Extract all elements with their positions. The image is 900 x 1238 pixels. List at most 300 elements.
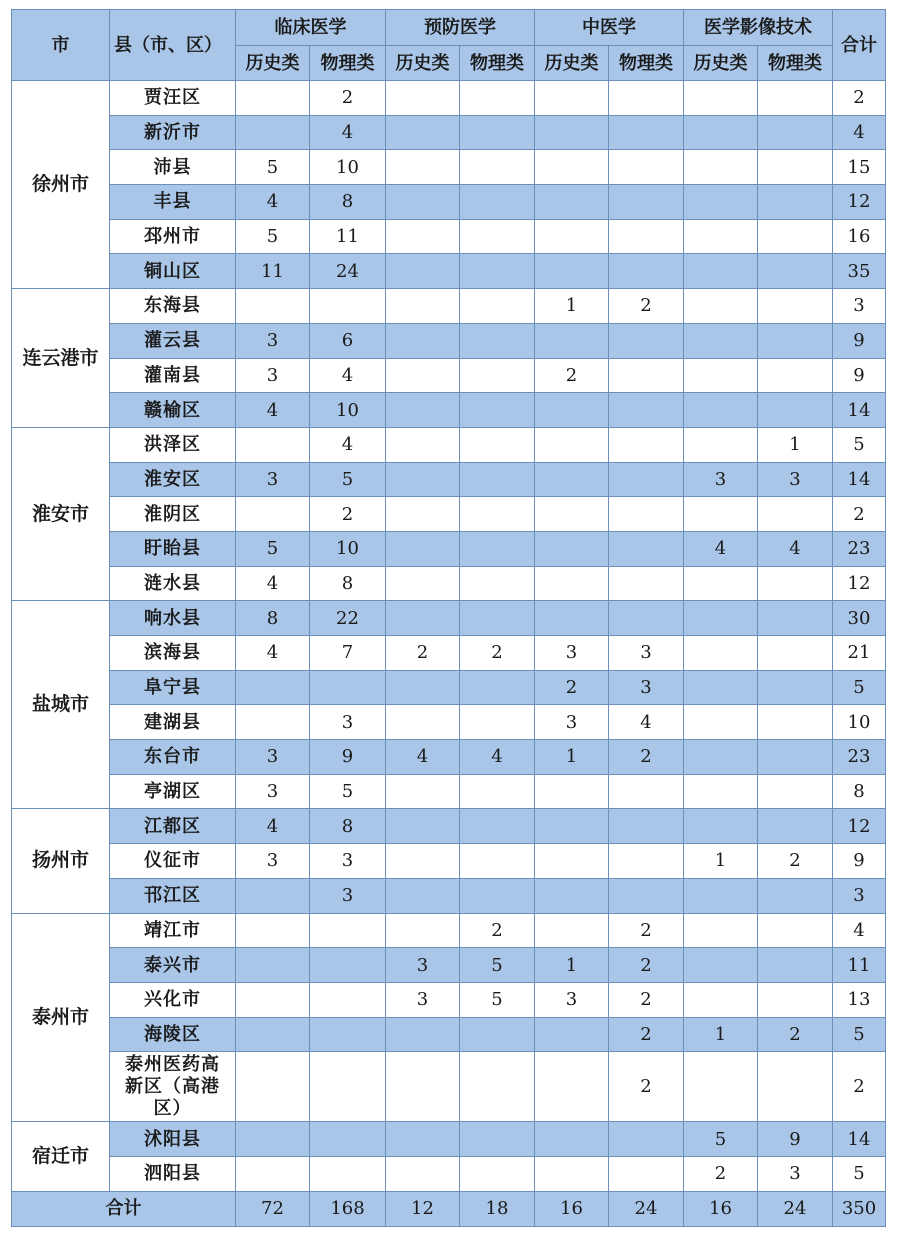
table-row (12, 566, 886, 601)
value-cell (386, 774, 460, 809)
value-cell (460, 462, 535, 497)
table-row (12, 809, 886, 844)
table-row (12, 289, 886, 324)
value-cell (758, 566, 833, 601)
row-total: 2 (833, 497, 886, 532)
value-cell (535, 219, 609, 254)
value-cell (609, 150, 684, 185)
row-total: 12 (833, 809, 886, 844)
value-cell (460, 150, 535, 185)
value-cell (460, 393, 535, 428)
value-cell (758, 705, 833, 740)
row-total: 12 (833, 566, 886, 601)
value-cell: 4 (310, 427, 386, 462)
value-cell: 3 (236, 774, 310, 809)
value-cell (535, 185, 609, 220)
row-total: 14 (833, 462, 886, 497)
value-cell (609, 497, 684, 532)
value-cell: 10 (310, 393, 386, 428)
value-cell: 5 (310, 774, 386, 809)
value-cell: 22 (310, 601, 386, 636)
row-total: 5 (833, 670, 886, 705)
value-cell: 24 (310, 254, 386, 289)
value-cell (758, 982, 833, 1017)
value-cell: 3 (236, 358, 310, 393)
value-cell (236, 1017, 310, 1052)
header-group-preventive: 预防医学 (386, 10, 535, 46)
value-cell (386, 427, 460, 462)
value-cell: 4 (236, 636, 310, 671)
value-cell (535, 1017, 609, 1052)
county-name: 赣榆区 (110, 393, 236, 428)
row-total: 21 (833, 636, 886, 671)
row-total: 23 (833, 740, 886, 775)
table-row (12, 358, 886, 393)
value-cell (310, 913, 386, 948)
county-name: 涟水县 (110, 566, 236, 601)
county-name: 海陵区 (110, 1017, 236, 1052)
value-cell (310, 289, 386, 324)
value-cell: 2 (609, 1052, 684, 1122)
table-row (12, 844, 886, 879)
value-cell (236, 1122, 310, 1157)
value-cell (684, 601, 758, 636)
city-name: 淮安市 (12, 427, 110, 600)
value-cell: 2 (609, 289, 684, 324)
value-cell (609, 566, 684, 601)
value-cell: 3 (236, 462, 310, 497)
value-cell (609, 219, 684, 254)
value-cell: 8 (310, 566, 386, 601)
header-county: 县（市、区） (110, 10, 236, 81)
value-cell (386, 1122, 460, 1157)
row-total: 9 (833, 844, 886, 879)
header-total: 合计 (833, 10, 886, 81)
value-cell (460, 705, 535, 740)
value-cell: 11 (236, 254, 310, 289)
row-total: 9 (833, 323, 886, 358)
table-row (12, 1122, 886, 1157)
grand-total-sum: 350 (833, 1191, 886, 1226)
county-name: 泗阳县 (110, 1156, 236, 1191)
header-sub: 历史类 (684, 46, 758, 81)
value-cell (535, 393, 609, 428)
value-cell: 2 (609, 740, 684, 775)
value-cell: 4 (310, 358, 386, 393)
value-cell (684, 254, 758, 289)
value-cell (386, 670, 460, 705)
county-name: 东台市 (110, 740, 236, 775)
table-row (12, 497, 886, 532)
value-cell (758, 289, 833, 324)
value-cell (758, 219, 833, 254)
value-cell: 3 (758, 1156, 833, 1191)
value-cell: 1 (758, 427, 833, 462)
value-cell (310, 1052, 386, 1122)
county-name: 淮安区 (110, 462, 236, 497)
value-cell (684, 497, 758, 532)
value-cell (310, 1122, 386, 1157)
table-row (12, 462, 886, 497)
value-cell (386, 531, 460, 566)
value-cell (386, 289, 460, 324)
value-cell (684, 948, 758, 983)
value-cell: 3 (609, 636, 684, 671)
value-cell (236, 115, 310, 150)
county-name: 阜宁县 (110, 670, 236, 705)
row-total: 3 (833, 289, 886, 324)
value-cell (535, 1156, 609, 1191)
value-cell: 5 (236, 219, 310, 254)
value-cell (609, 115, 684, 150)
value-cell (386, 254, 460, 289)
city-name: 宿迁市 (12, 1122, 110, 1191)
value-cell (310, 982, 386, 1017)
value-cell: 1 (684, 1017, 758, 1052)
grand-total-cell: 16 (684, 1191, 758, 1226)
county-name: 盱眙县 (110, 531, 236, 566)
value-cell (758, 185, 833, 220)
value-cell (386, 1052, 460, 1122)
row-total: 15 (833, 150, 886, 185)
value-cell: 4 (758, 531, 833, 566)
row-total: 13 (833, 982, 886, 1017)
value-cell (758, 323, 833, 358)
county-name: 洪泽区 (110, 427, 236, 462)
value-cell: 11 (310, 219, 386, 254)
value-cell (535, 601, 609, 636)
value-cell (460, 601, 535, 636)
value-cell: 1 (535, 289, 609, 324)
value-cell (684, 636, 758, 671)
value-cell (535, 566, 609, 601)
county-name: 丰县 (110, 185, 236, 220)
table-row (12, 705, 886, 740)
value-cell (386, 844, 460, 879)
value-cell (609, 878, 684, 913)
value-cell: 7 (310, 636, 386, 671)
value-cell (460, 185, 535, 220)
value-cell (758, 878, 833, 913)
value-cell (535, 1052, 609, 1122)
value-cell (684, 289, 758, 324)
table-row (12, 1017, 886, 1052)
value-cell (758, 81, 833, 116)
value-cell (684, 81, 758, 116)
value-cell (684, 219, 758, 254)
header-sub: 历史类 (236, 46, 310, 81)
row-total: 3 (833, 878, 886, 913)
county-name: 沭阳县 (110, 1122, 236, 1157)
value-cell (386, 462, 460, 497)
value-cell (386, 878, 460, 913)
row-total: 8 (833, 774, 886, 809)
county-name: 贾汪区 (110, 81, 236, 116)
value-cell (460, 1156, 535, 1191)
value-cell (684, 878, 758, 913)
value-cell (386, 393, 460, 428)
value-cell (684, 393, 758, 428)
value-cell (609, 358, 684, 393)
value-cell (386, 323, 460, 358)
county-name: 新沂市 (110, 115, 236, 150)
grand-total-cell: 72 (236, 1191, 310, 1226)
county-name: 滨海县 (110, 636, 236, 671)
header-sub: 历史类 (386, 46, 460, 81)
table-row (12, 1156, 886, 1191)
table-row (12, 913, 886, 948)
value-cell (758, 150, 833, 185)
value-cell (609, 1122, 684, 1157)
value-cell (535, 254, 609, 289)
value-cell: 3 (310, 878, 386, 913)
value-cell (535, 878, 609, 913)
table-row (12, 185, 886, 220)
value-cell: 1 (535, 948, 609, 983)
value-cell (758, 1052, 833, 1122)
value-cell (535, 115, 609, 150)
value-cell (386, 1017, 460, 1052)
value-cell: 3 (386, 982, 460, 1017)
value-cell: 3 (609, 670, 684, 705)
value-cell: 9 (310, 740, 386, 775)
county-name: 仪征市 (110, 844, 236, 879)
table-row (12, 878, 886, 913)
value-cell: 3 (684, 462, 758, 497)
value-cell (460, 844, 535, 879)
table-row (12, 1052, 886, 1122)
row-total: 4 (833, 115, 886, 150)
value-cell (460, 254, 535, 289)
value-cell: 10 (310, 150, 386, 185)
county-name: 邳州市 (110, 219, 236, 254)
value-cell: 5 (236, 531, 310, 566)
value-cell (609, 185, 684, 220)
value-cell: 3 (535, 982, 609, 1017)
value-cell (236, 982, 310, 1017)
table-row (12, 427, 886, 462)
value-cell (535, 150, 609, 185)
header-group-tcm: 中医学 (535, 10, 684, 46)
value-cell (236, 913, 310, 948)
value-cell (236, 427, 310, 462)
value-cell (758, 254, 833, 289)
value-cell (535, 774, 609, 809)
county-name: 泰兴市 (110, 948, 236, 983)
value-cell (460, 878, 535, 913)
value-cell: 4 (460, 740, 535, 775)
row-total: 9 (833, 358, 886, 393)
value-cell: 3 (310, 705, 386, 740)
value-cell: 3 (236, 844, 310, 879)
value-cell: 3 (236, 323, 310, 358)
value-cell (310, 1017, 386, 1052)
value-cell: 5 (684, 1122, 758, 1157)
value-cell: 2 (609, 1017, 684, 1052)
value-cell: 4 (236, 809, 310, 844)
value-cell: 4 (609, 705, 684, 740)
county-name: 建湖县 (110, 705, 236, 740)
value-cell (386, 358, 460, 393)
value-cell: 5 (236, 150, 310, 185)
value-cell (758, 774, 833, 809)
value-cell (386, 81, 460, 116)
value-cell (609, 531, 684, 566)
value-cell: 2 (609, 913, 684, 948)
value-cell (684, 185, 758, 220)
value-cell (609, 1156, 684, 1191)
city-name: 徐州市 (12, 81, 110, 289)
value-cell (758, 393, 833, 428)
value-cell (758, 497, 833, 532)
header-sub: 历史类 (535, 46, 609, 81)
value-cell (684, 566, 758, 601)
county-name: 东海县 (110, 289, 236, 324)
county-name: 沛县 (110, 150, 236, 185)
value-cell (684, 115, 758, 150)
county-name: 亭湖区 (110, 774, 236, 809)
table-row (12, 393, 886, 428)
row-total: 5 (833, 1156, 886, 1191)
value-cell (535, 81, 609, 116)
header-sub: 物理类 (460, 46, 535, 81)
row-total: 14 (833, 393, 886, 428)
value-cell (386, 705, 460, 740)
row-total: 5 (833, 1017, 886, 1052)
value-cell (386, 219, 460, 254)
value-cell (460, 219, 535, 254)
table-row (12, 601, 886, 636)
value-cell (758, 636, 833, 671)
value-cell (386, 497, 460, 532)
county-name: 灌南县 (110, 358, 236, 393)
county-name: 邗江区 (110, 878, 236, 913)
grand-total-cell: 168 (310, 1191, 386, 1226)
value-cell: 4 (310, 115, 386, 150)
value-cell (236, 705, 310, 740)
value-cell: 1 (684, 844, 758, 879)
table-row (12, 323, 886, 358)
value-cell (236, 878, 310, 913)
value-cell (684, 982, 758, 1017)
value-cell (684, 809, 758, 844)
county-name: 铜山区 (110, 254, 236, 289)
value-cell: 3 (758, 462, 833, 497)
city-name: 泰州市 (12, 913, 110, 1122)
value-cell: 10 (310, 531, 386, 566)
value-cell (609, 774, 684, 809)
value-cell (386, 150, 460, 185)
value-cell: 3 (310, 844, 386, 879)
value-cell (386, 185, 460, 220)
value-cell (460, 531, 535, 566)
value-cell (460, 427, 535, 462)
value-cell (460, 1052, 535, 1122)
value-cell (386, 809, 460, 844)
table-row (12, 219, 886, 254)
value-cell (535, 497, 609, 532)
value-cell: 2 (758, 844, 833, 879)
value-cell: 2 (684, 1156, 758, 1191)
value-cell (386, 566, 460, 601)
grand-total-cell: 16 (535, 1191, 609, 1226)
value-cell (460, 358, 535, 393)
row-total: 35 (833, 254, 886, 289)
value-cell: 9 (758, 1122, 833, 1157)
value-cell: 4 (236, 566, 310, 601)
value-cell (535, 844, 609, 879)
grand-total-cell: 18 (460, 1191, 535, 1226)
value-cell (535, 427, 609, 462)
table-row (12, 81, 886, 116)
value-cell (609, 601, 684, 636)
header-sub: 物理类 (758, 46, 833, 81)
value-cell: 2 (386, 636, 460, 671)
row-total: 14 (833, 1122, 886, 1157)
allocation-table-wrap (11, 9, 886, 1227)
value-cell (609, 844, 684, 879)
table-row (12, 740, 886, 775)
value-cell (609, 427, 684, 462)
value-cell (236, 1156, 310, 1191)
county-name: 淮阴区 (110, 497, 236, 532)
value-cell (535, 462, 609, 497)
value-cell (386, 913, 460, 948)
value-cell (460, 289, 535, 324)
header-group-imaging: 医学影像技术 (684, 10, 833, 46)
value-cell (609, 462, 684, 497)
value-cell (758, 670, 833, 705)
value-cell: 8 (310, 185, 386, 220)
table-row (12, 948, 886, 983)
value-cell (236, 289, 310, 324)
value-cell (609, 809, 684, 844)
row-total: 11 (833, 948, 886, 983)
county-name: 响水县 (110, 601, 236, 636)
value-cell: 2 (535, 670, 609, 705)
table-row (12, 254, 886, 289)
value-cell (460, 115, 535, 150)
value-cell: 2 (535, 358, 609, 393)
value-cell: 5 (310, 462, 386, 497)
value-cell: 2 (609, 982, 684, 1017)
value-cell: 2 (310, 497, 386, 532)
value-cell (236, 670, 310, 705)
row-total: 2 (833, 1052, 886, 1122)
header-sub: 物理类 (609, 46, 684, 81)
county-name: 灌云县 (110, 323, 236, 358)
value-cell: 5 (460, 948, 535, 983)
header-group-clinical: 临床医学 (236, 10, 386, 46)
value-cell: 3 (386, 948, 460, 983)
value-cell (535, 913, 609, 948)
value-cell: 5 (460, 982, 535, 1017)
value-cell (684, 427, 758, 462)
table-row (12, 150, 886, 185)
value-cell: 2 (310, 81, 386, 116)
value-cell (684, 913, 758, 948)
value-cell (684, 358, 758, 393)
value-cell (460, 81, 535, 116)
value-cell (609, 81, 684, 116)
value-cell: 2 (758, 1017, 833, 1052)
value-cell (684, 670, 758, 705)
value-cell (684, 705, 758, 740)
city-name: 盐城市 (12, 601, 110, 809)
value-cell (386, 601, 460, 636)
value-cell: 2 (460, 636, 535, 671)
value-cell (460, 670, 535, 705)
